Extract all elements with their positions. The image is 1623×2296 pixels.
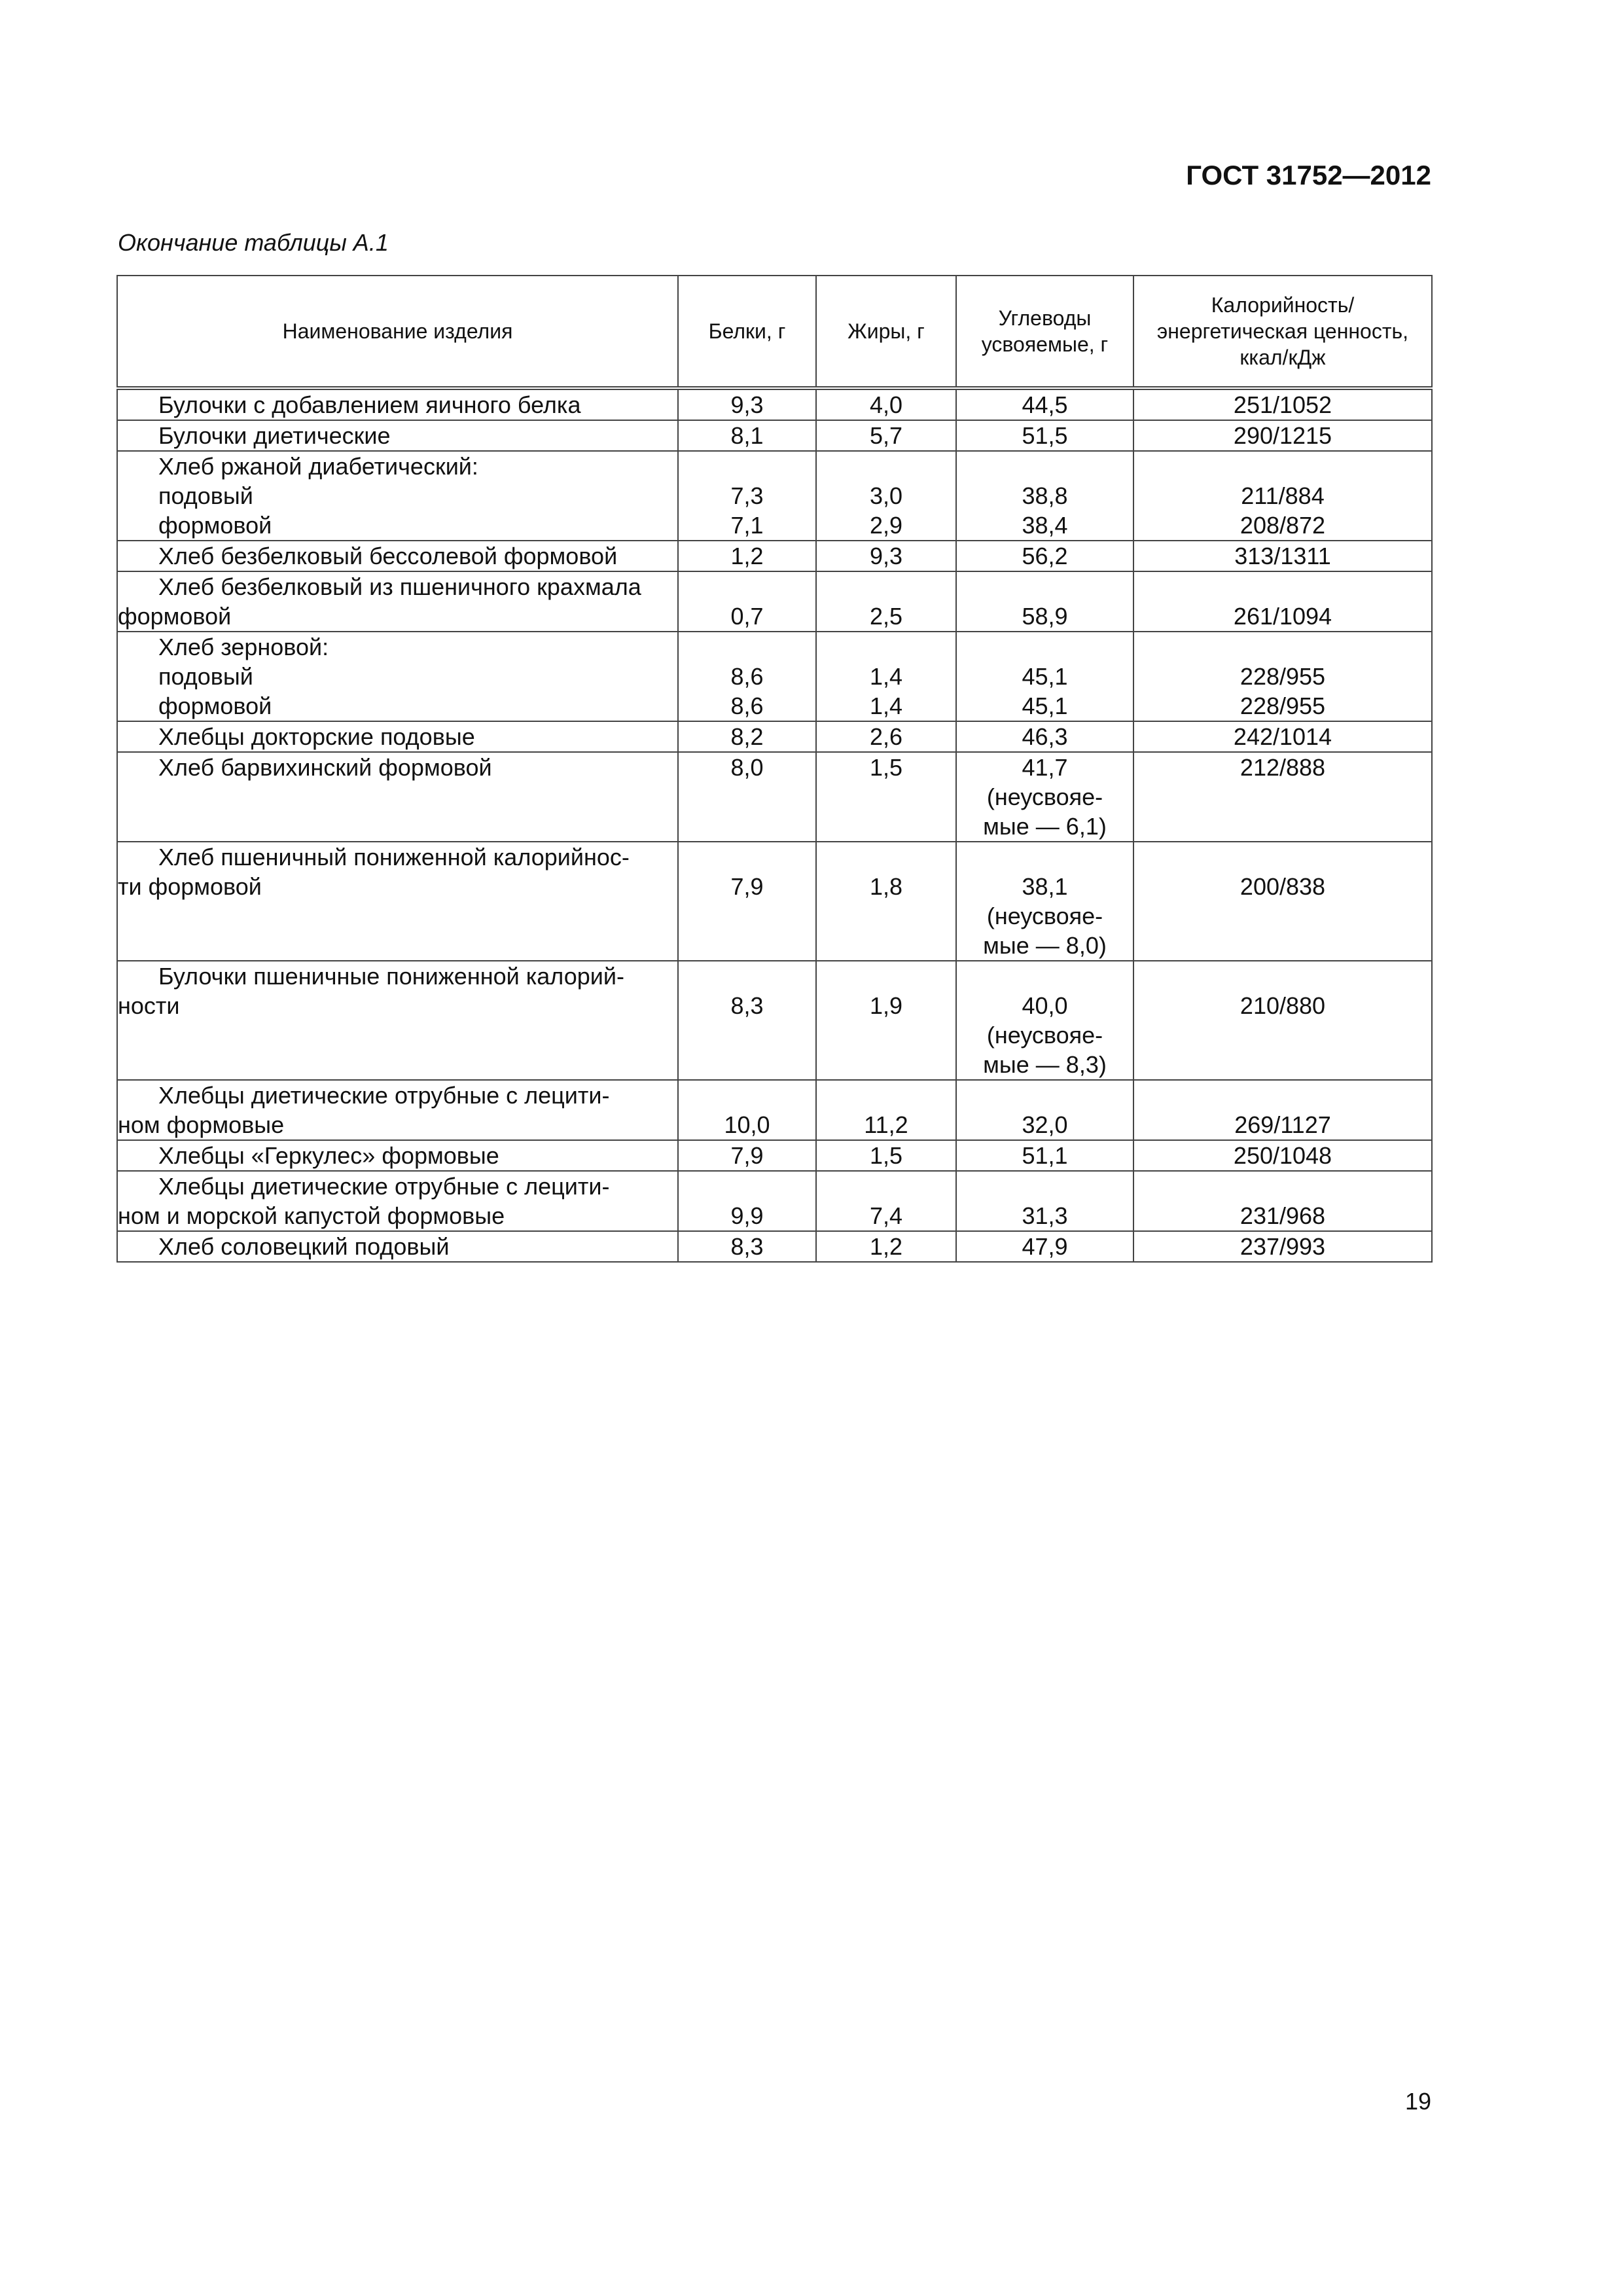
- value-line: 1,8: [869, 873, 903, 900]
- cell-name: [117, 1231, 678, 1262]
- column-header-energy: Калорийность/ энергетическая ценность, ккал/кДж: [1133, 276, 1432, 388]
- value-line: [679, 842, 815, 872]
- cell-energy: [1133, 1140, 1432, 1171]
- cell-protein: [678, 1080, 816, 1140]
- cell-carbs: [956, 388, 1133, 420]
- cell-protein: [678, 1140, 816, 1171]
- value-line: 2,9: [869, 512, 903, 539]
- cell-fat: [816, 451, 956, 541]
- cell-energy: [1133, 420, 1432, 451]
- value-line: 41,7: [1022, 754, 1068, 781]
- value-line: 231/968: [1240, 1202, 1326, 1229]
- product-name-line: Хлеб безбелковый бессолевой формовой: [158, 543, 618, 569]
- value-line: 10,0: [724, 1111, 770, 1138]
- cell-carbs: [956, 1171, 1133, 1231]
- column-header-fat: Жиры, г: [816, 276, 956, 388]
- cell-name: [117, 388, 678, 420]
- product-name-line: формовой: [118, 603, 232, 630]
- cell-carbs: [956, 1140, 1133, 1171]
- cell-fat: [816, 632, 956, 721]
- cell-fat: [816, 842, 956, 961]
- value-line: 32,0: [1022, 1111, 1068, 1138]
- value-line: 8,0: [730, 754, 764, 781]
- value-line: [817, 1081, 955, 1110]
- cell-protein: [678, 388, 816, 420]
- value-line: мые — 8,3): [983, 1051, 1107, 1078]
- value-line: 1,5: [869, 1142, 903, 1169]
- value-line: 56,2: [1022, 543, 1068, 569]
- value-line: (неусвояе-: [986, 903, 1103, 929]
- cell-carbs: [956, 571, 1133, 632]
- cell-carbs: [956, 842, 1133, 961]
- table-header-row: [117, 276, 1432, 388]
- value-line: 9,3: [869, 543, 903, 569]
- table-row: [117, 721, 1432, 752]
- value-line: [817, 961, 955, 991]
- cell-name: [117, 632, 678, 721]
- cell-energy: [1133, 571, 1432, 632]
- value-line: 251/1052: [1233, 391, 1332, 418]
- product-name-line: Хлебцы диетические отрубные с лецити-: [158, 1173, 610, 1200]
- product-name-line: Булочки с добавлением яичного белка: [158, 391, 581, 418]
- value-line: 1,2: [869, 1233, 903, 1260]
- value-line: [679, 452, 815, 481]
- cell-energy: [1133, 388, 1432, 420]
- value-line: [957, 1172, 1133, 1201]
- table-body: [117, 388, 1432, 1262]
- value-line: 1,2: [730, 543, 764, 569]
- value-line: [1134, 1081, 1431, 1110]
- document-code: ГОСТ 31752—2012: [1186, 160, 1431, 190]
- value-line: 45,1: [1022, 663, 1068, 690]
- product-name-line: подовый: [158, 663, 253, 690]
- value-line: (неусвояе-: [986, 783, 1103, 810]
- value-line: [1134, 842, 1431, 872]
- product-name-line: Хлебцы докторские подовые: [158, 723, 475, 750]
- table-row: [117, 1231, 1432, 1262]
- value-line: [817, 632, 955, 662]
- value-line: 208/872: [1240, 512, 1326, 539]
- value-line: 200/838: [1240, 873, 1326, 900]
- table-row: [117, 752, 1432, 842]
- value-line: 58,9: [1022, 603, 1068, 630]
- value-line: [817, 452, 955, 481]
- product-name-line: Хлебцы диетические отрубные с лецити-: [158, 1082, 610, 1109]
- cell-carbs: [956, 541, 1133, 571]
- product-name-line: Хлеб соловецкий подовый: [158, 1233, 450, 1260]
- value-line: [679, 961, 815, 991]
- cell-name: [117, 451, 678, 541]
- product-name-line: Хлеб безбелковый из пшеничного крахмала: [158, 573, 641, 600]
- column-header-protein: Белки, г: [678, 276, 816, 388]
- column-header-name: Наименование изделия: [117, 276, 678, 388]
- value-line: 4,0: [869, 391, 903, 418]
- cell-fat: [816, 1171, 956, 1231]
- value-line: 31,3: [1022, 1202, 1068, 1229]
- value-line: 210/880: [1240, 992, 1326, 1019]
- value-line: 40,0: [1022, 992, 1068, 1019]
- cell-energy: [1133, 451, 1432, 541]
- value-line: 261/1094: [1233, 603, 1332, 630]
- cell-carbs: [956, 420, 1133, 451]
- cell-name: [117, 1171, 678, 1231]
- cell-fat: [816, 541, 956, 571]
- cell-name: [117, 420, 678, 451]
- value-line: 8,1: [730, 422, 764, 449]
- value-line: 3,0: [869, 482, 903, 509]
- value-line: [957, 961, 1133, 991]
- value-line: 8,3: [730, 1233, 764, 1260]
- cell-energy: [1133, 541, 1432, 571]
- cell-energy: [1133, 1171, 1432, 1231]
- page-number: 19: [1404, 2088, 1431, 2115]
- cell-protein: [678, 842, 816, 961]
- table-row: [117, 388, 1432, 420]
- value-line: 8,6: [730, 663, 764, 690]
- value-line: 44,5: [1022, 391, 1068, 418]
- cell-protein: [678, 1231, 816, 1262]
- value-line: [817, 1172, 955, 1201]
- value-line: 51,5: [1022, 422, 1068, 449]
- cell-name: [117, 961, 678, 1080]
- value-line: 46,3: [1022, 723, 1068, 750]
- value-line: 9,3: [730, 391, 764, 418]
- value-line: 1,4: [869, 663, 903, 690]
- value-line: [679, 1172, 815, 1201]
- value-line: [817, 842, 955, 872]
- value-line: [957, 1081, 1133, 1110]
- value-line: 250/1048: [1233, 1142, 1332, 1169]
- value-line: [1134, 572, 1431, 601]
- cell-name: [117, 752, 678, 842]
- table-row: [117, 632, 1432, 721]
- cell-energy: [1133, 1231, 1432, 1262]
- table-row: [117, 451, 1432, 541]
- value-line: 9,9: [730, 1202, 764, 1229]
- cell-protein: [678, 961, 816, 1080]
- table-row: [117, 842, 1432, 961]
- cell-carbs: [956, 1231, 1133, 1262]
- value-line: 228/955: [1240, 663, 1326, 690]
- value-line: 212/888: [1240, 754, 1326, 781]
- value-line: 1,4: [869, 692, 903, 719]
- cell-energy: [1133, 842, 1432, 961]
- value-line: [957, 572, 1133, 601]
- value-line: мые — 6,1): [983, 813, 1107, 840]
- cell-protein: [678, 541, 816, 571]
- value-line: 7,9: [730, 1142, 764, 1169]
- cell-protein: [678, 571, 816, 632]
- value-line: 211/884: [1241, 482, 1325, 509]
- value-line: [817, 572, 955, 601]
- product-name-line: формовой: [158, 692, 272, 719]
- cell-carbs: [956, 1080, 1133, 1140]
- cell-name: [117, 541, 678, 571]
- product-name-line: подовый: [158, 482, 253, 509]
- column-header-carbs: Углеводы усвояемые, г: [956, 276, 1133, 388]
- cell-fat: [816, 752, 956, 842]
- cell-carbs: [956, 961, 1133, 1080]
- cell-fat: [816, 388, 956, 420]
- product-name-line: формовой: [158, 512, 272, 539]
- cell-carbs: [956, 451, 1133, 541]
- value-line: 47,9: [1022, 1233, 1068, 1260]
- table-row: [117, 541, 1432, 571]
- product-name-line: ном и морской капустой формовые: [118, 1202, 505, 1229]
- cell-fat: [816, 1231, 956, 1262]
- value-line: [679, 1081, 815, 1110]
- value-line: [1134, 632, 1431, 662]
- value-line: 8,3: [730, 992, 764, 1019]
- product-name-line: ности: [118, 992, 180, 1019]
- cell-fat: [816, 571, 956, 632]
- cell-name: [117, 842, 678, 961]
- cell-name: [117, 721, 678, 752]
- table-row: [117, 1080, 1432, 1140]
- value-line: 7,1: [730, 512, 764, 539]
- product-name-line: Хлеб ржаной диабетический:: [158, 453, 478, 480]
- cell-protein: [678, 420, 816, 451]
- cell-energy: [1133, 1080, 1432, 1140]
- value-line: 1,5: [869, 754, 903, 781]
- value-line: 313/1311: [1234, 543, 1331, 569]
- value-line: 2,5: [869, 603, 903, 630]
- value-line: 38,8: [1022, 482, 1068, 509]
- product-name-line: ти формовой: [118, 873, 262, 900]
- cell-name: [117, 1080, 678, 1140]
- product-name-line: ном формовые: [118, 1111, 285, 1138]
- value-line: 5,7: [869, 422, 903, 449]
- value-line: (неусвояе-: [986, 1022, 1103, 1049]
- value-line: мые — 8,0): [983, 932, 1107, 959]
- product-name-line: Хлебцы «Геркулес» формовые: [158, 1142, 499, 1169]
- value-line: 45,1: [1022, 692, 1068, 719]
- value-line: 8,2: [730, 723, 764, 750]
- cell-fat: [816, 1140, 956, 1171]
- cell-carbs: [956, 721, 1133, 752]
- cell-name: [117, 571, 678, 632]
- cell-energy: [1133, 752, 1432, 842]
- value-line: 51,1: [1022, 1142, 1068, 1169]
- table-caption: Окончание таблицы А.1: [118, 229, 389, 256]
- cell-name: [117, 1140, 678, 1171]
- cell-energy: [1133, 721, 1432, 752]
- value-line: [679, 632, 815, 662]
- product-name-line: Булочки пшеничные пониженной калорий-: [158, 963, 624, 990]
- value-line: [1134, 1172, 1431, 1201]
- value-line: 269/1127: [1234, 1111, 1331, 1138]
- table-row: [117, 1171, 1432, 1231]
- cell-carbs: [956, 632, 1133, 721]
- value-line: 2,6: [869, 723, 903, 750]
- cell-protein: [678, 721, 816, 752]
- cell-fat: [816, 1080, 956, 1140]
- value-line: 242/1014: [1233, 723, 1332, 750]
- cell-protein: [678, 1171, 816, 1231]
- cell-protein: [678, 752, 816, 842]
- value-line: 290/1215: [1233, 422, 1332, 449]
- value-line: [957, 452, 1133, 481]
- cell-fat: [816, 721, 956, 752]
- value-line: [679, 572, 815, 601]
- value-line: 228/955: [1240, 692, 1326, 719]
- value-line: 38,4: [1022, 512, 1068, 539]
- value-line: 237/993: [1240, 1233, 1326, 1260]
- cell-protein: [678, 632, 816, 721]
- value-line: 0,7: [730, 603, 764, 630]
- value-line: 11,2: [864, 1111, 908, 1138]
- value-line: 7,4: [869, 1202, 903, 1229]
- value-line: 38,1: [1022, 873, 1068, 900]
- cell-energy: [1133, 961, 1432, 1080]
- value-line: [957, 842, 1133, 872]
- cell-fat: [816, 420, 956, 451]
- product-name-line: Булочки диетические: [158, 422, 391, 449]
- cell-fat: [816, 961, 956, 1080]
- cell-carbs: [956, 752, 1133, 842]
- cell-protein: [678, 451, 816, 541]
- product-name-line: Хлеб барвихинский формовой: [158, 754, 492, 781]
- table-row: [117, 1140, 1432, 1171]
- value-line: 1,9: [869, 992, 903, 1019]
- product-name-line: Хлеб пшеничный пониженной калорийнос-: [158, 844, 630, 870]
- value-line: 8,6: [730, 692, 764, 719]
- product-name-line: Хлеб зерновой:: [158, 634, 329, 660]
- table-row: [117, 961, 1432, 1080]
- nutrition-table: [116, 275, 1433, 1263]
- value-line: [957, 632, 1133, 662]
- table-row: [117, 571, 1432, 632]
- value-line: [1134, 961, 1431, 991]
- value-line: 7,9: [730, 873, 764, 900]
- table-row: [117, 420, 1432, 451]
- cell-energy: [1133, 632, 1432, 721]
- value-line: 7,3: [730, 482, 764, 509]
- value-line: [1134, 452, 1431, 481]
